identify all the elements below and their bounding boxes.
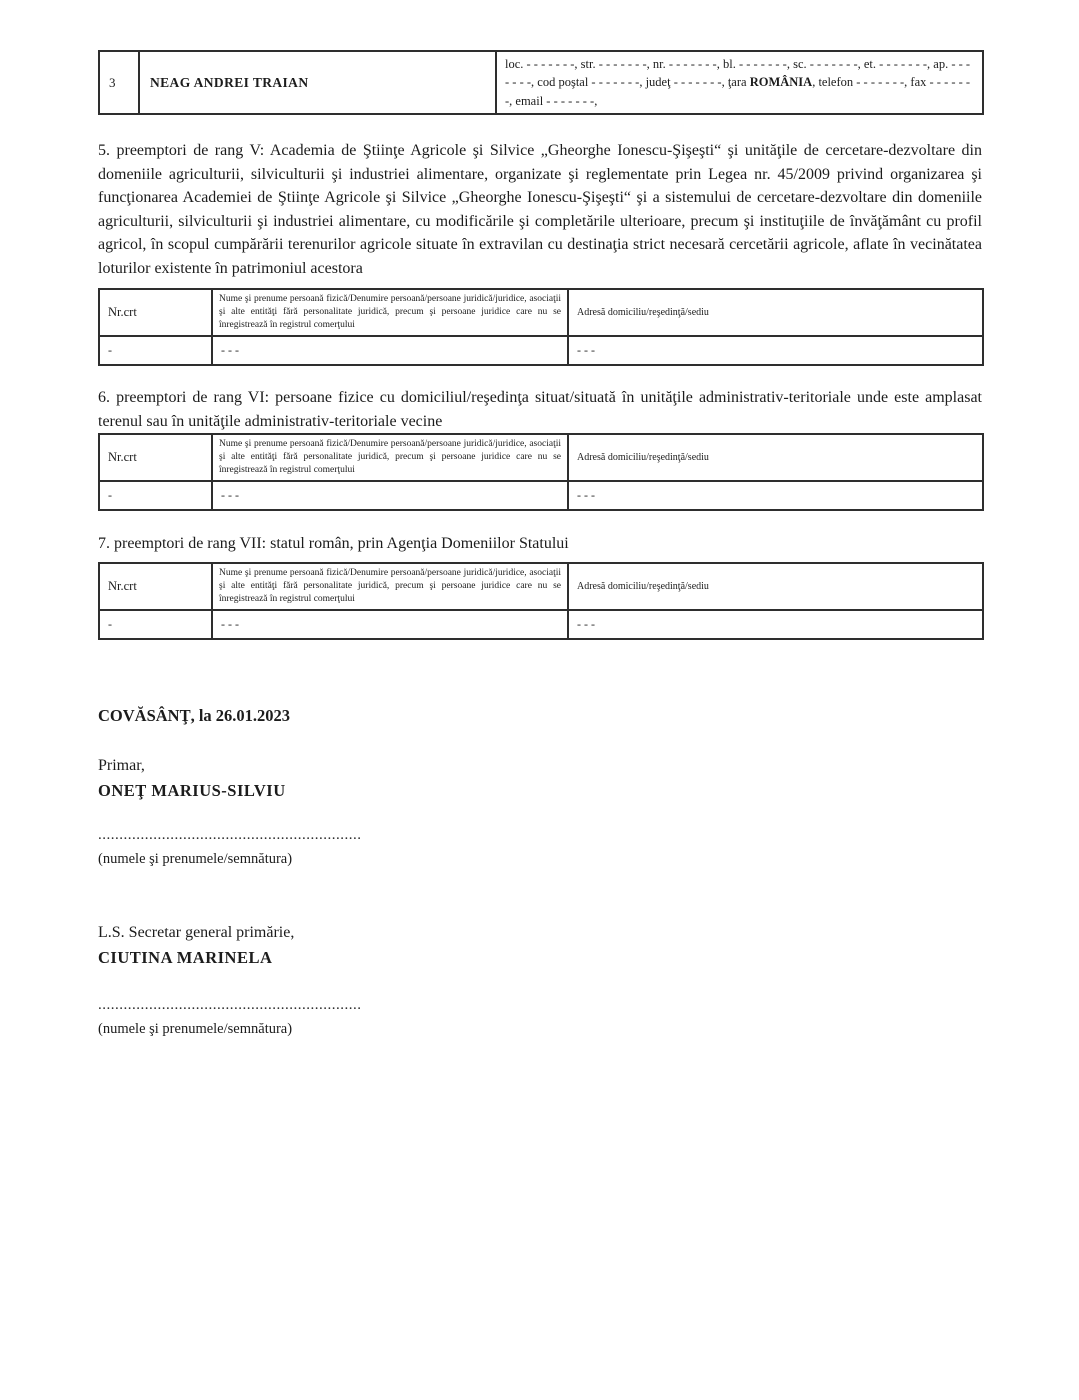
preemptor-table-rank-5: [98, 288, 984, 366]
buyer-address: [496, 51, 983, 114]
header-name: Nume şi prenume persoană fizică/Denumire persoană/persoane juridică/juridice, asociaţii şi alte entităţi fără personalitate juridică, precum şi persoane juridice care nu se înregistrează în registrul comerţului: [212, 289, 568, 336]
mayor-signature-line: ..............................................................: [98, 827, 362, 843]
buyer-row-number: 3: [99, 51, 139, 114]
section-6-paragraph: 6. preemptori de rang VI: persoane fizice cu domiciliul/reşedinţa situat/situată în unităţile administrativ-teritoriale unde este amplasat terenul sau în unităţile administrativ-teritoriale vecine: [98, 389, 982, 430]
buyer-row: [99, 51, 983, 114]
data-name: - - -: [212, 481, 568, 510]
address-country: ROMÂNIA: [749, 75, 813, 90]
header-nrcrt: Nr.crt: [99, 434, 212, 481]
data-name: - - -: [212, 336, 568, 365]
data-nrcrt: -: [99, 610, 212, 639]
secretary-name: CIUTINA MARINELA: [98, 948, 273, 967]
mayor-signature-hint: (numele şi prenumele/semnătura): [98, 851, 293, 867]
data-address: - - -: [568, 481, 983, 510]
address-text-part1: loc. - - - - - - -, str. - - - - - - -, nr. - - - - - - -, bl. - - - - - - -, sc. - - - - - - -, et. - - - - - - -, ap. - - - - - - -, cod poştal - - - - - - -, judeţ - - - - - - -, ţara: [505, 56, 971, 90]
section-7-paragraph: 7. preemptori de rang VII: statul român, prin Agenţia Domeniilor Statului: [98, 535, 569, 552]
place-and-date: COVĂSÂNŢ, la 26.01.2023: [98, 706, 291, 725]
table-data-row: [99, 610, 983, 639]
table-data-row: [99, 336, 983, 365]
buyer-continuation-table: [98, 50, 984, 115]
header-nrcrt: Nr.crt: [99, 563, 212, 610]
mayor-title: Primar,: [98, 757, 145, 774]
table-header-row: [99, 434, 983, 481]
data-nrcrt: -: [99, 336, 212, 365]
header-address: Adresă domiciliu/reşedinţă/sediu: [568, 563, 983, 610]
preemptor-table-rank-6: [98, 433, 984, 511]
data-nrcrt: -: [99, 481, 212, 510]
data-address: - - -: [568, 610, 983, 639]
header-address: Adresă domiciliu/reşedinţă/sediu: [568, 289, 983, 336]
header-name: Nume şi prenume persoană fizică/Denumire persoană/persoane juridică/juridice, asociaţii şi alte entităţi fără personalitate juridică, precum şi persoane juridice care nu se înregistrează în registrul comerţului: [212, 563, 568, 610]
header-nrcrt: Nr.crt: [99, 289, 212, 336]
section-5-paragraph: 5. preemptori de rang V: Academia de Ştiinţe Agricole şi Silvice „Gheorghe Ionescu-Şişeşti“ şi unităţile de cercetare-dezvoltare din domeniile agriculturii, silviculturii şi industriei alimentare, organizate şi reglementate prin Legea nr. 45/2009 privind organizarea şi funcţionarea Academiei de Ştiinţe Agricole şi Silvice „Gheorghe Ionescu-Şişeşti“ şi a sistemului de cercetare-dezvoltare din domeniile agriculturii, silviculturii şi industriei alimentare, cu modificările şi completările ulterioare, precum şi instituţiile de învăţământ cu profil agricol, în scopul cumpărării terenurilor agricole situate în extravilan cu destinaţia strict necesară cercetării agricole, aflate în vecinătatea loturilor existente în patrimoniul acestora: [98, 142, 982, 277]
buyer-name: NEAG ANDREI TRAIAN: [139, 51, 496, 114]
secretary-signature-hint: (numele şi prenumele/semnătura): [98, 1021, 293, 1037]
preemptor-table-rank-7: [98, 562, 984, 640]
data-address: - - -: [568, 336, 983, 365]
header-name: Nume şi prenume persoană fizică/Denumire persoană/persoane juridică/juridice, asociaţii şi alte entităţi fără personalitate juridică, precum şi persoane juridice care nu se înregistrează în registrul comerţului: [212, 434, 568, 481]
address-text-part2: , telefon - - - - - - -, fax - - - - - - -, email - - - - - - -,: [505, 75, 971, 108]
table-data-row: [99, 481, 983, 510]
mayor-name: ONEŢ MARIUS-SILVIU: [98, 781, 286, 800]
secretary-title: L.S. Secretar general primărie,: [98, 924, 295, 941]
data-name: - - -: [212, 610, 568, 639]
table-header-row: [99, 289, 983, 336]
secretary-signature-line: ..............................................................: [98, 997, 362, 1013]
table-header-row: [99, 563, 983, 610]
header-address: Adresă domiciliu/reşedinţă/sediu: [568, 434, 983, 481]
